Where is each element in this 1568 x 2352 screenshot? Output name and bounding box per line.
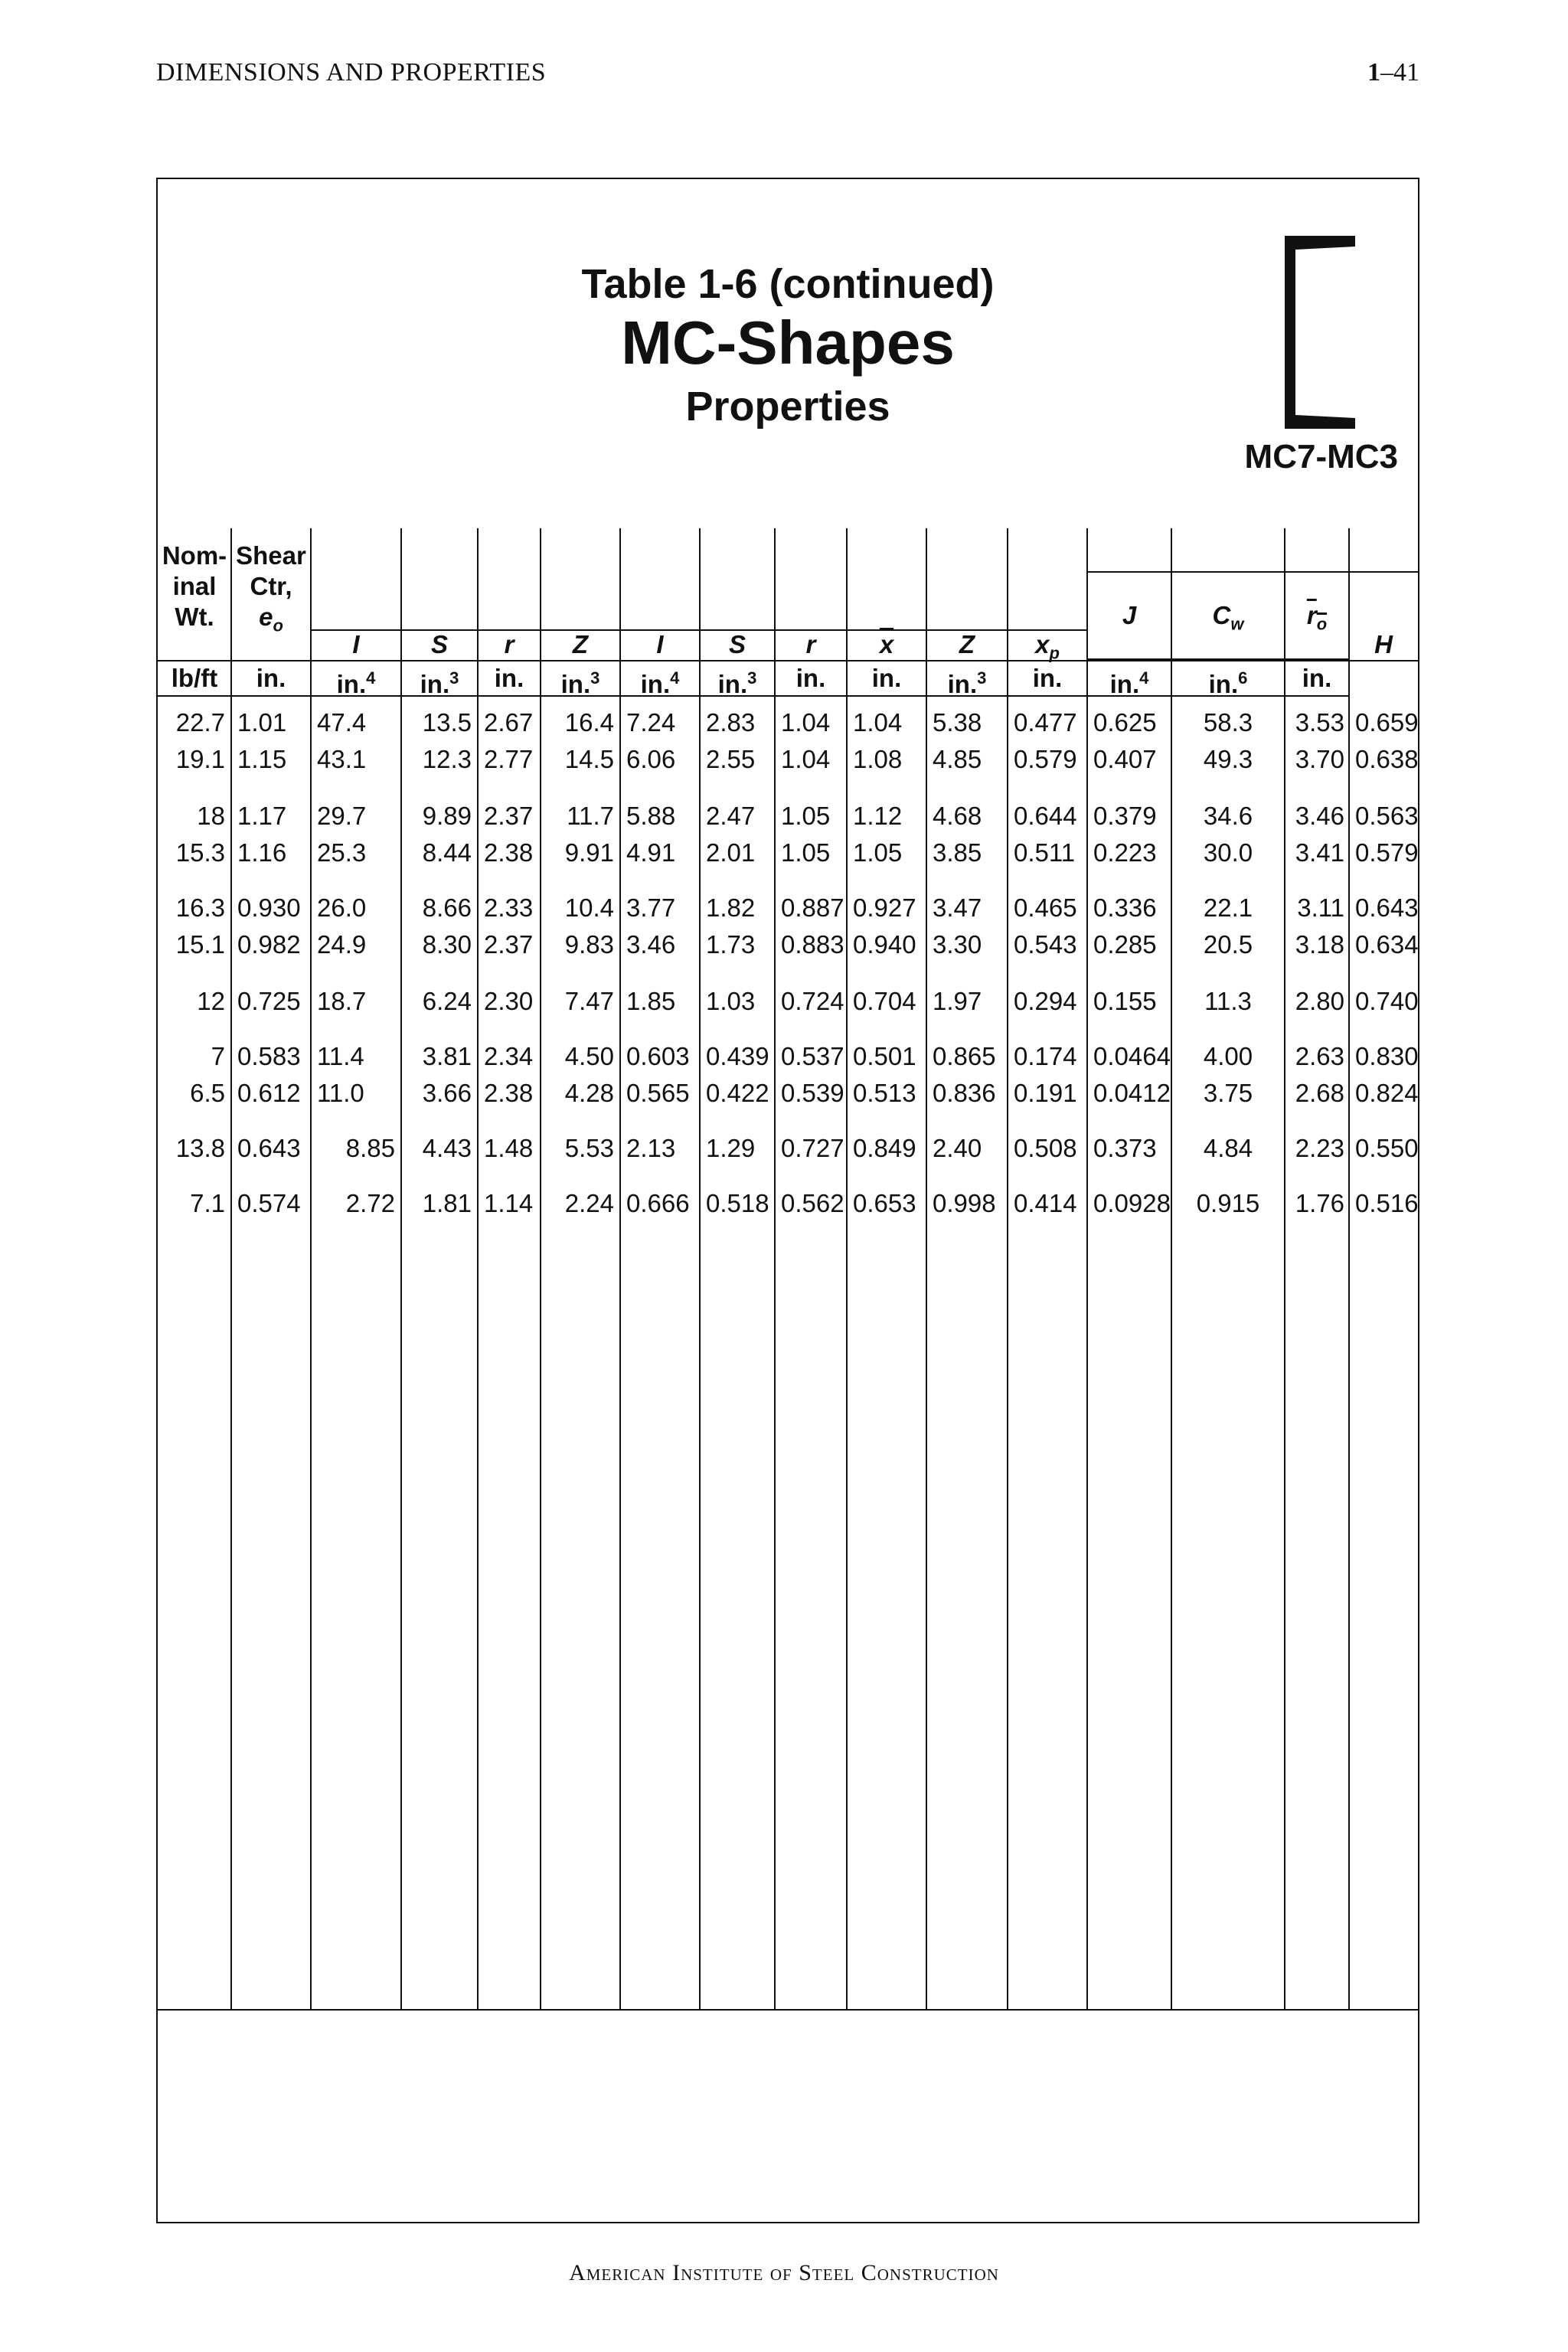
- table-cell: 0.836: [933, 1079, 996, 1107]
- table-cell: 15.3: [175, 838, 225, 867]
- table-title: MC-Shapes: [621, 309, 955, 377]
- header-symbol-text: S: [728, 630, 746, 658]
- table-cell: 1.05: [781, 838, 831, 867]
- table-cell: 4.68: [933, 802, 982, 830]
- header-unit: in.$^3$: [717, 668, 757, 698]
- table-cell: 0.439: [706, 1042, 769, 1070]
- column-rule: [1007, 528, 1008, 2009]
- table-cell: 0.644: [1014, 802, 1077, 830]
- table-cell: 3.75: [1203, 1079, 1253, 1107]
- table-cell: 0.666: [626, 1189, 690, 1217]
- table-cell: 2.63: [1295, 1042, 1344, 1070]
- header-unit-exponent: 6: [1238, 668, 1248, 688]
- publisher-footer: American Institute of Steel Construction: [569, 2260, 999, 2285]
- table-cell: 7.1: [190, 1189, 225, 1217]
- table-cell: 3.46: [626, 930, 676, 959]
- header-symbol-r: [775, 631, 847, 658]
- table-cell: 1.82: [706, 893, 756, 922]
- table-bottom-rule: [158, 2009, 1418, 2011]
- header-symbol-text: Z: [959, 630, 975, 658]
- table-cell: 4.85: [933, 745, 982, 773]
- table-cell: 0.550: [1355, 1134, 1419, 1162]
- table-cell: 2.13: [626, 1134, 676, 1162]
- table-cell: 49.3: [1203, 745, 1253, 773]
- header-unit-exponent: 4: [670, 668, 680, 688]
- table-cell: 9.83: [564, 930, 614, 959]
- header-symbol-z: [541, 631, 620, 658]
- header-shear-center: Shear Ctr, $e_o$: [236, 541, 306, 635]
- header-symbol-text: I: [656, 630, 664, 658]
- table-cell: 0.0464: [1093, 1042, 1171, 1070]
- table-cell: 1.04: [853, 708, 903, 737]
- table-cell: 2.30: [484, 987, 534, 1015]
- table-cell: 29.7: [317, 802, 367, 830]
- table-cell: 1.16: [237, 838, 287, 867]
- header-symbol-s: [401, 631, 478, 658]
- table-cell: 6.24: [422, 987, 472, 1015]
- table-cell: 4.50: [564, 1042, 614, 1070]
- table-cell: 22.7: [175, 708, 225, 737]
- column-rule: [774, 528, 776, 2009]
- table-cell: 2.77: [484, 745, 534, 773]
- table-cell: 22.1: [1203, 893, 1253, 922]
- table-cell: 0.724: [781, 987, 844, 1015]
- header-unit-exponent: 3: [977, 668, 987, 688]
- table-cell: 0.477: [1014, 708, 1077, 737]
- header-symbol-text: r: [504, 630, 514, 658]
- column-rule: [477, 528, 479, 2009]
- page-number: [1367, 58, 1419, 87]
- table-cell: 1.05: [853, 838, 903, 867]
- table-cell: 0.518: [706, 1189, 769, 1217]
- table-cell: 2.37: [484, 930, 534, 959]
- table-cell: 20.5: [1203, 930, 1253, 959]
- header-unit: in.$^4$: [640, 668, 680, 698]
- header-unit: in.: [256, 664, 286, 692]
- table-cell: 0.336: [1093, 893, 1157, 922]
- table-cell: 1.85: [626, 987, 676, 1015]
- table-cell: 3.53: [1295, 708, 1344, 737]
- header-unit: in.$^3$: [560, 668, 600, 698]
- table-cell: 0.638: [1355, 745, 1419, 773]
- table-cell: 0.174: [1014, 1042, 1077, 1070]
- table-cell: 0.422: [706, 1079, 769, 1107]
- table-cell: 3.70: [1295, 745, 1344, 773]
- header-symbol-text: $x_p$: [1035, 630, 1060, 663]
- column-rule: [310, 528, 312, 2009]
- header-unit-exponent: 4: [366, 668, 376, 688]
- column-rule: [699, 528, 701, 2009]
- header-symbol-x: [847, 631, 926, 658]
- table-cell: 12: [197, 987, 225, 1015]
- table-cell: 0.565: [626, 1079, 690, 1107]
- table-cell: 2.68: [1295, 1079, 1344, 1107]
- table-cell: 0.513: [853, 1079, 916, 1107]
- table-cell: 6.5: [190, 1079, 225, 1107]
- table-cell: 0.285: [1093, 930, 1157, 959]
- header-symbol-x: [1008, 631, 1087, 668]
- header-unit: in.: [795, 664, 826, 692]
- table-cell: 0.563: [1355, 802, 1419, 830]
- table-cell: 1.04: [781, 708, 831, 737]
- table-cell: 10.4: [564, 893, 614, 922]
- channel-shape-icon: [1279, 233, 1363, 432]
- header-symbol-i: [311, 631, 401, 658]
- header-symbol-subscript: p: [1049, 643, 1060, 663]
- table-cell: 18: [197, 802, 225, 830]
- header-unit: lb/ft: [171, 664, 218, 692]
- table-cell: 11.0: [317, 1079, 364, 1107]
- header-unit: in.$^4$: [1109, 668, 1149, 698]
- table-cell: 0.223: [1093, 838, 1157, 867]
- table-cell: 0.465: [1014, 893, 1077, 922]
- table-cell: 19.1: [175, 745, 225, 773]
- table-cell: 0.0928: [1093, 1189, 1171, 1217]
- table-cell: 0.927: [853, 893, 916, 922]
- table-cell: 9.91: [564, 838, 614, 867]
- table-cell: 13.8: [175, 1134, 225, 1162]
- shape-range-label: MC7-MC3: [1244, 438, 1398, 475]
- table-cell: 0.740: [1355, 987, 1419, 1015]
- table-cell: 0.830: [1355, 1042, 1419, 1070]
- table-cell: 14.5: [564, 745, 614, 773]
- table-cell: 0.155: [1093, 987, 1157, 1015]
- header-symbol-s: [700, 631, 775, 658]
- table-cell: 0.643: [237, 1134, 301, 1162]
- table-cell: 7: [211, 1042, 225, 1070]
- header-unit: in.: [494, 664, 524, 692]
- table-cell: 0.294: [1014, 987, 1077, 1015]
- table-cell: 0.414: [1014, 1189, 1077, 1217]
- table-cell: 1.12: [853, 802, 903, 830]
- table-cell: 5.38: [933, 708, 982, 737]
- table-cell: 11.3: [1204, 987, 1252, 1015]
- table-cell: 1.97: [933, 987, 982, 1015]
- header-unit: in.$^4$: [336, 668, 376, 698]
- table-cell: 5.88: [626, 802, 676, 830]
- table-cell: 0.998: [933, 1189, 996, 1217]
- header-rule: [158, 660, 1418, 662]
- table-cell: 7.47: [564, 987, 614, 1015]
- header-unit: in.$^6$: [1208, 668, 1248, 698]
- table-cell: 2.72: [345, 1189, 395, 1217]
- table-cell: 0.883: [781, 930, 844, 959]
- table-cell: 2.33: [484, 893, 534, 922]
- table-cell: 0.727: [781, 1134, 844, 1162]
- table-cell: 2.67: [484, 708, 534, 737]
- table-cell: 8.66: [422, 893, 472, 922]
- table-cell: 15.1: [175, 930, 225, 959]
- running-head-title: DIMENSIONS AND PROPERTIES: [156, 58, 547, 87]
- table-cell: 47.4: [317, 708, 367, 737]
- table-cell: 3.47: [933, 893, 982, 922]
- header-unit: in.: [1302, 664, 1332, 692]
- table-cell: 6.06: [626, 745, 676, 773]
- table-cell: 0.407: [1093, 745, 1157, 773]
- header-cw: $C_w$: [1212, 601, 1244, 634]
- column-rule: [1086, 528, 1088, 2009]
- table-cell: 1.01: [237, 708, 287, 737]
- table-cell: 0.824: [1355, 1079, 1419, 1107]
- header-symbol-text: $\overline{x}$: [879, 630, 894, 658]
- table-cell: 0.704: [853, 987, 916, 1015]
- table-cell: 2.38: [484, 838, 534, 867]
- column-rule: [230, 528, 232, 2009]
- table-cell: 3.46: [1295, 802, 1344, 830]
- header-symbol-text: Z: [572, 630, 589, 658]
- header-nominal-weight: Nom- inal Wt.: [162, 541, 227, 631]
- table-cell: 0.634: [1355, 930, 1419, 959]
- table-cell: 11.4: [317, 1042, 364, 1070]
- torsional-rule: [1087, 571, 1418, 573]
- table-cell: 25.3: [317, 838, 367, 867]
- header-unit-exponent: 3: [449, 668, 459, 688]
- table-cell: 11.7: [567, 802, 614, 830]
- header-unit-exponent: 4: [1139, 668, 1149, 688]
- table-cell: 2.80: [1295, 987, 1344, 1015]
- table-cell: 0.930: [237, 893, 301, 922]
- table-cell: 24.9: [317, 930, 367, 959]
- table-cell: 34.6: [1203, 802, 1253, 830]
- table-cell: 2.24: [564, 1189, 614, 1217]
- header-unit-exponent: 3: [590, 668, 600, 688]
- table-cell: 0.865: [933, 1042, 996, 1070]
- table-cell: 1.17: [237, 802, 287, 830]
- table-cell: 3.85: [933, 838, 982, 867]
- header-j: J: [1122, 601, 1137, 629]
- table-cell: 1.05: [781, 802, 831, 830]
- table-cell: 43.1: [317, 745, 367, 773]
- table-cell: 0.0412: [1093, 1079, 1171, 1107]
- column-rule: [619, 528, 621, 2009]
- table-cell: 18.7: [317, 987, 367, 1015]
- header-symbol-i: [620, 631, 700, 658]
- properties-table: [158, 528, 1418, 2009]
- page-number-chapter: 1: [1367, 58, 1380, 87]
- table-cell: 0.583: [237, 1042, 301, 1070]
- table-cell: 1.14: [484, 1189, 534, 1217]
- table-cell: 0.725: [237, 987, 301, 1015]
- table-cell: 0.643: [1355, 893, 1419, 922]
- table-cell: 0.579: [1014, 745, 1077, 773]
- table-cell: 1.29: [706, 1134, 756, 1162]
- table-cell: 0.562: [781, 1189, 844, 1217]
- table-cell: 3.30: [933, 930, 982, 959]
- table-cell: 0.501: [853, 1042, 916, 1070]
- table-cell: 0.849: [853, 1134, 916, 1162]
- header-symbol-text: S: [430, 630, 448, 658]
- table-cell: 1.81: [422, 1189, 472, 1217]
- table-cell: 1.03: [706, 987, 756, 1015]
- table-cell: 0.887: [781, 893, 844, 922]
- table-frame: [156, 178, 1419, 2223]
- table-cell: 3.66: [422, 1079, 472, 1107]
- column-rule: [846, 528, 848, 2009]
- table-cell: 1.48: [484, 1134, 534, 1162]
- table-cell: 2.34: [484, 1042, 534, 1070]
- table-cell: 3.18: [1295, 930, 1344, 959]
- table-cell: 0.191: [1014, 1079, 1077, 1107]
- table-cell: 26.0: [317, 893, 367, 922]
- header-unit: in.: [1032, 664, 1063, 692]
- table-cell: 0.516: [1355, 1189, 1419, 1217]
- table-cell: 9.89: [422, 802, 472, 830]
- table-cell: 0.603: [626, 1042, 690, 1070]
- column-rule: [1348, 528, 1350, 2009]
- table-cell: 0.539: [781, 1079, 844, 1107]
- header-unit: in.: [871, 664, 902, 692]
- header-symbol-z: [926, 631, 1008, 658]
- table-cell: 0.574: [237, 1189, 301, 1217]
- table-cell: 3.77: [626, 893, 676, 922]
- table-cell: 0.653: [853, 1189, 916, 1217]
- table-number: Table 1-6 (continued): [581, 261, 995, 307]
- table-cell: 2.83: [706, 708, 756, 737]
- table-cell: 0.543: [1014, 930, 1077, 959]
- table-cell: 1.76: [1295, 1189, 1344, 1217]
- table-cell: 13.5: [422, 708, 472, 737]
- header-unit: in.$^3$: [947, 668, 987, 698]
- table-cell: 8.30: [422, 930, 472, 959]
- table-cell: 2.23: [1295, 1134, 1344, 1162]
- page-number-rest: –41: [1380, 58, 1419, 87]
- table-cell: 0.508: [1014, 1134, 1077, 1162]
- table-cell: 2.37: [484, 802, 534, 830]
- table-cell: 0.579: [1355, 838, 1419, 867]
- table-cell: 4.00: [1203, 1042, 1253, 1070]
- header-unit-exponent: 3: [747, 668, 757, 688]
- table-cell: 12.3: [422, 745, 472, 773]
- table-cell: 4.43: [422, 1134, 472, 1162]
- header-h: H: [1374, 630, 1393, 658]
- table-cell: 2.47: [706, 802, 756, 830]
- table-cell: 0.612: [237, 1079, 301, 1107]
- table-cell: 0.625: [1093, 708, 1157, 737]
- header-symbol-r: [478, 631, 541, 658]
- table-cell: 16.4: [564, 708, 614, 737]
- table-cell: 0.940: [853, 930, 916, 959]
- table-cell: 0.373: [1093, 1134, 1157, 1162]
- table-cell: 2.01: [706, 838, 756, 867]
- table-cell: 0.537: [781, 1042, 844, 1070]
- table-cell: 8.85: [345, 1134, 395, 1162]
- table-cell: 4.91: [626, 838, 676, 867]
- table-cell: 3.41: [1295, 838, 1344, 867]
- table-cell: 2.40: [933, 1134, 982, 1162]
- column-rule: [926, 528, 927, 2009]
- table-cell: 1.08: [853, 745, 903, 773]
- table-cell: 0.379: [1093, 802, 1157, 830]
- table-cell: 2.38: [484, 1079, 534, 1107]
- header-symbol-text: r: [805, 630, 816, 658]
- table-cell: 4.28: [564, 1079, 614, 1107]
- table-cell: 8.44: [422, 838, 472, 867]
- table-cell: 1.15: [237, 745, 287, 773]
- table-cell: 3.11: [1297, 893, 1344, 922]
- table-cell: 1.73: [706, 930, 756, 959]
- header-ro: $r_o$: [1306, 601, 1328, 634]
- title-block: [158, 179, 1418, 528]
- table-cell: 5.53: [564, 1134, 614, 1162]
- table-cell: 16.3: [175, 893, 225, 922]
- table-cell: 3.81: [422, 1042, 472, 1070]
- table-cell: 30.0: [1203, 838, 1253, 867]
- header-unit: in.$^3$: [420, 668, 459, 698]
- table-cell: 1.04: [781, 745, 831, 773]
- table-cell: 4.84: [1203, 1134, 1253, 1162]
- table-cell: 0.511: [1014, 838, 1076, 867]
- table-cell: 58.3: [1203, 708, 1253, 737]
- table-cell: 0.915: [1196, 1189, 1260, 1217]
- table-subtitle: Properties: [685, 384, 890, 430]
- header-symbol-text: I: [352, 630, 360, 658]
- table-cell: 2.55: [706, 745, 756, 773]
- table-cell: 7.24: [626, 708, 676, 737]
- table-cell: 0.659: [1355, 708, 1419, 737]
- table-cell: 0.982: [237, 930, 301, 959]
